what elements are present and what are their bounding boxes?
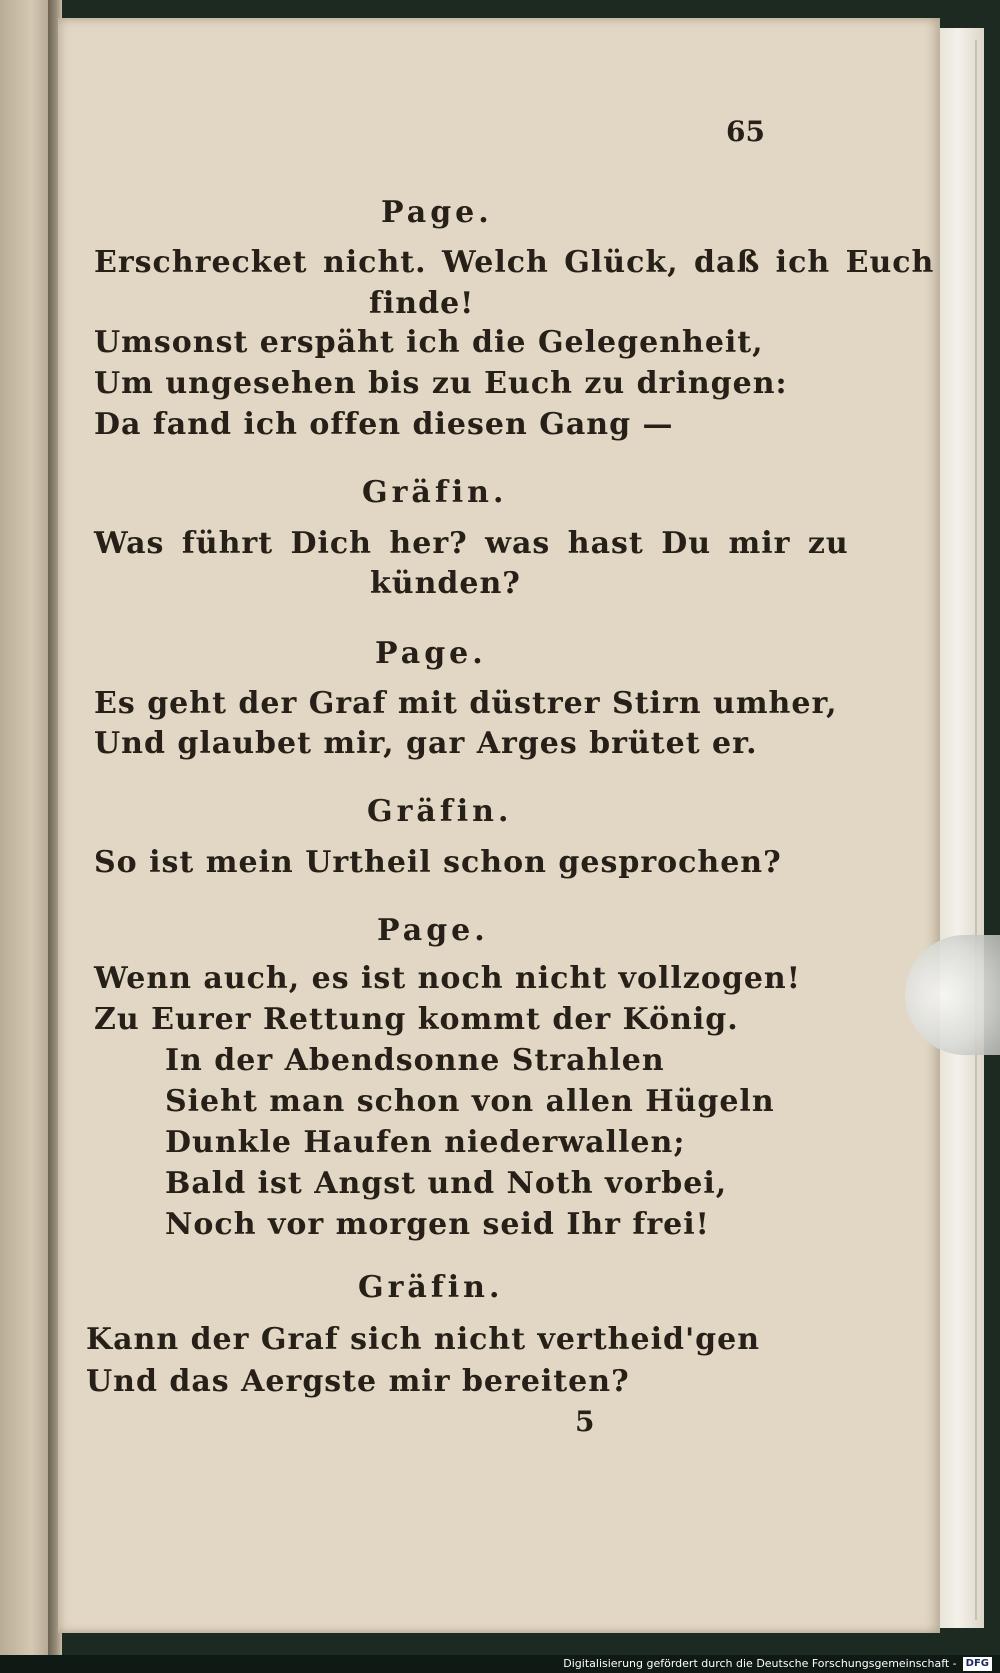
verse-line: Bald ist Angst und Noth vorbei, xyxy=(165,1166,728,1201)
verse-line: Kann der Graf sich nicht vertheid'gen xyxy=(86,1322,761,1357)
verse-line: Und das Aergste mir bereiten? xyxy=(86,1364,630,1399)
verse-line: Sieht man schon von allen Hügeln xyxy=(165,1084,775,1119)
digitization-footer xyxy=(0,1655,1000,1673)
page-edge-line xyxy=(975,40,977,1620)
speaker-label: Gräfin. xyxy=(362,475,508,510)
verse-line: Was führt Dich her? was hast Du mir zu xyxy=(94,526,849,561)
verse-line: Da fand ich offen diesen Gang — xyxy=(94,407,674,442)
speaker-label: Page. xyxy=(381,195,493,230)
verse-line: Noch vor morgen seid Ihr frei! xyxy=(165,1207,710,1242)
verse-line: Erschrecket nicht. Welch Glück, daß ich Euch xyxy=(94,245,935,280)
verse-line: künden? xyxy=(370,566,521,601)
signature-mark: 5 xyxy=(575,1405,595,1438)
speaker-label: Page. xyxy=(377,913,489,948)
verse-line: So ist mein Urtheil schon gesprochen? xyxy=(94,845,782,880)
speaker-label: Gräfin. xyxy=(358,1270,504,1305)
verse-line: Umsonst erspäht ich die Gelegenheit, xyxy=(94,325,764,360)
footer-credit-text: Digitalisierung gefördert durch die Deutsche Forschungsgemeinschaft - xyxy=(563,1657,957,1670)
speaker-label: Page. xyxy=(375,636,487,671)
page-number: 65 xyxy=(726,115,765,148)
verse-line: Wenn auch, es ist noch nicht vollzogen! xyxy=(94,961,801,996)
verse-line: finde! xyxy=(369,286,475,321)
verse-line: In der Abendsonne Strahlen xyxy=(165,1043,665,1078)
verse-line: Und glaubet mir, gar Arges brütet er. xyxy=(94,726,758,761)
verse-line: Um ungesehen bis zu Euch zu dringen: xyxy=(94,366,788,401)
verse-line: Dunkle Haufen niederwallen; xyxy=(165,1125,686,1160)
speaker-label: Gräfin. xyxy=(367,794,513,829)
dfg-logo: DFG xyxy=(963,1657,992,1671)
verse-line: Es geht der Graf mit düstrer Stirn umher, xyxy=(94,686,838,721)
page-stack-edge xyxy=(940,28,984,1628)
verse-line: Zu Eurer Rettung kommt der König. xyxy=(94,1002,739,1037)
